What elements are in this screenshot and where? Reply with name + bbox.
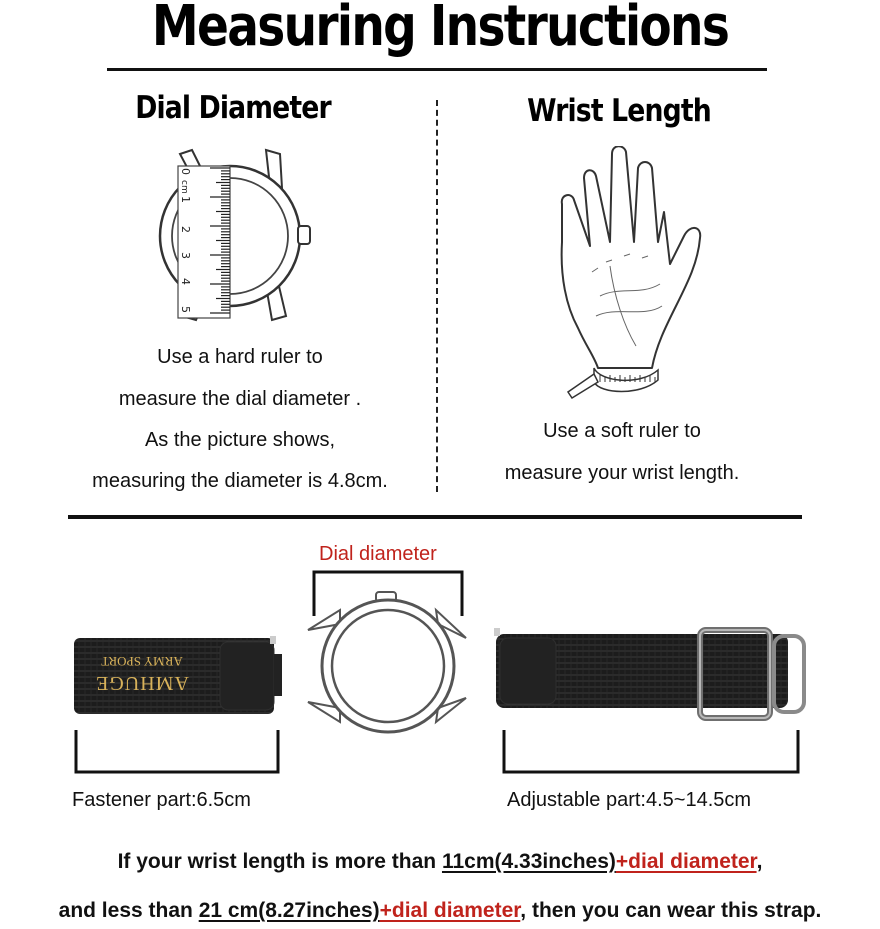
fastener-caption: Fastener part:6.5cm: [72, 789, 251, 811]
title-divider: [107, 68, 767, 71]
fastener-bracket: [72, 726, 282, 776]
strap-brand-text: [92, 650, 192, 694]
ruler-number-0: 0: [179, 168, 192, 175]
wrist-note-line-1: Use a soft ruler to: [543, 420, 701, 442]
wrist-rule-line-1-a: If your wrist length is more than: [117, 850, 442, 873]
wrist-note-line-2: measure your wrist length.: [504, 462, 740, 484]
ruler-number-3: 3: [179, 252, 192, 259]
ruler-unit-cm: cm: [179, 180, 189, 194]
watch-case-outline: [300, 590, 478, 742]
ruler-number-1: 1: [179, 196, 192, 203]
dial-note-line-4: measuring the diameter is 4.8cm.: [92, 470, 388, 492]
wrist-rule-line-1-d: ,: [756, 850, 763, 873]
watch-with-ruler-illustration: [158, 148, 318, 323]
strap-brand-name: AMHUGE: [95, 672, 189, 694]
wrist-rule-line-1: [0, 850, 880, 874]
strap-brand-sub: ARMY SPORT: [101, 654, 183, 669]
adjustable-caption: Adjustable part:4.5~14.5cm: [507, 789, 752, 811]
page-title: Measuring Instructions: [151, 0, 729, 59]
wrist-rule-line-2-d: , then you can wear this strap.: [520, 899, 822, 922]
middle-divider: [68, 515, 802, 519]
wrist-rule-dial-1: +dial diameter: [615, 850, 757, 873]
wrist-rule-dial-2: +dial diameter: [379, 899, 521, 922]
wrist-rule-min-length: 11cm(4.33inches): [441, 850, 616, 873]
dial-note-line-3: As the picture shows,: [144, 429, 336, 451]
dial-diameter-heading: Dial Diameter: [135, 90, 331, 126]
hand-with-tape-illustration: [540, 146, 710, 402]
dial-note-line-2: measure the dial diameter .: [118, 388, 362, 410]
wrist-length-heading: Wrist Length: [527, 93, 711, 129]
wrist-rule-line-2: [0, 899, 880, 923]
adjustable-strap: [490, 624, 810, 722]
adjustable-bracket: [500, 726, 802, 776]
wrist-rule-line-2-a: and less than: [58, 899, 199, 922]
dial-note-line-1: Use a hard ruler to: [157, 346, 323, 368]
ruler-number-4: 4: [179, 278, 192, 285]
wrist-rule-max-length: 21 cm(8.27inches): [198, 899, 380, 922]
ruler-number-2: 2: [179, 226, 192, 233]
dial-diameter-label: Dial diameter: [319, 543, 437, 565]
ruler-number-5: 5: [179, 306, 192, 313]
